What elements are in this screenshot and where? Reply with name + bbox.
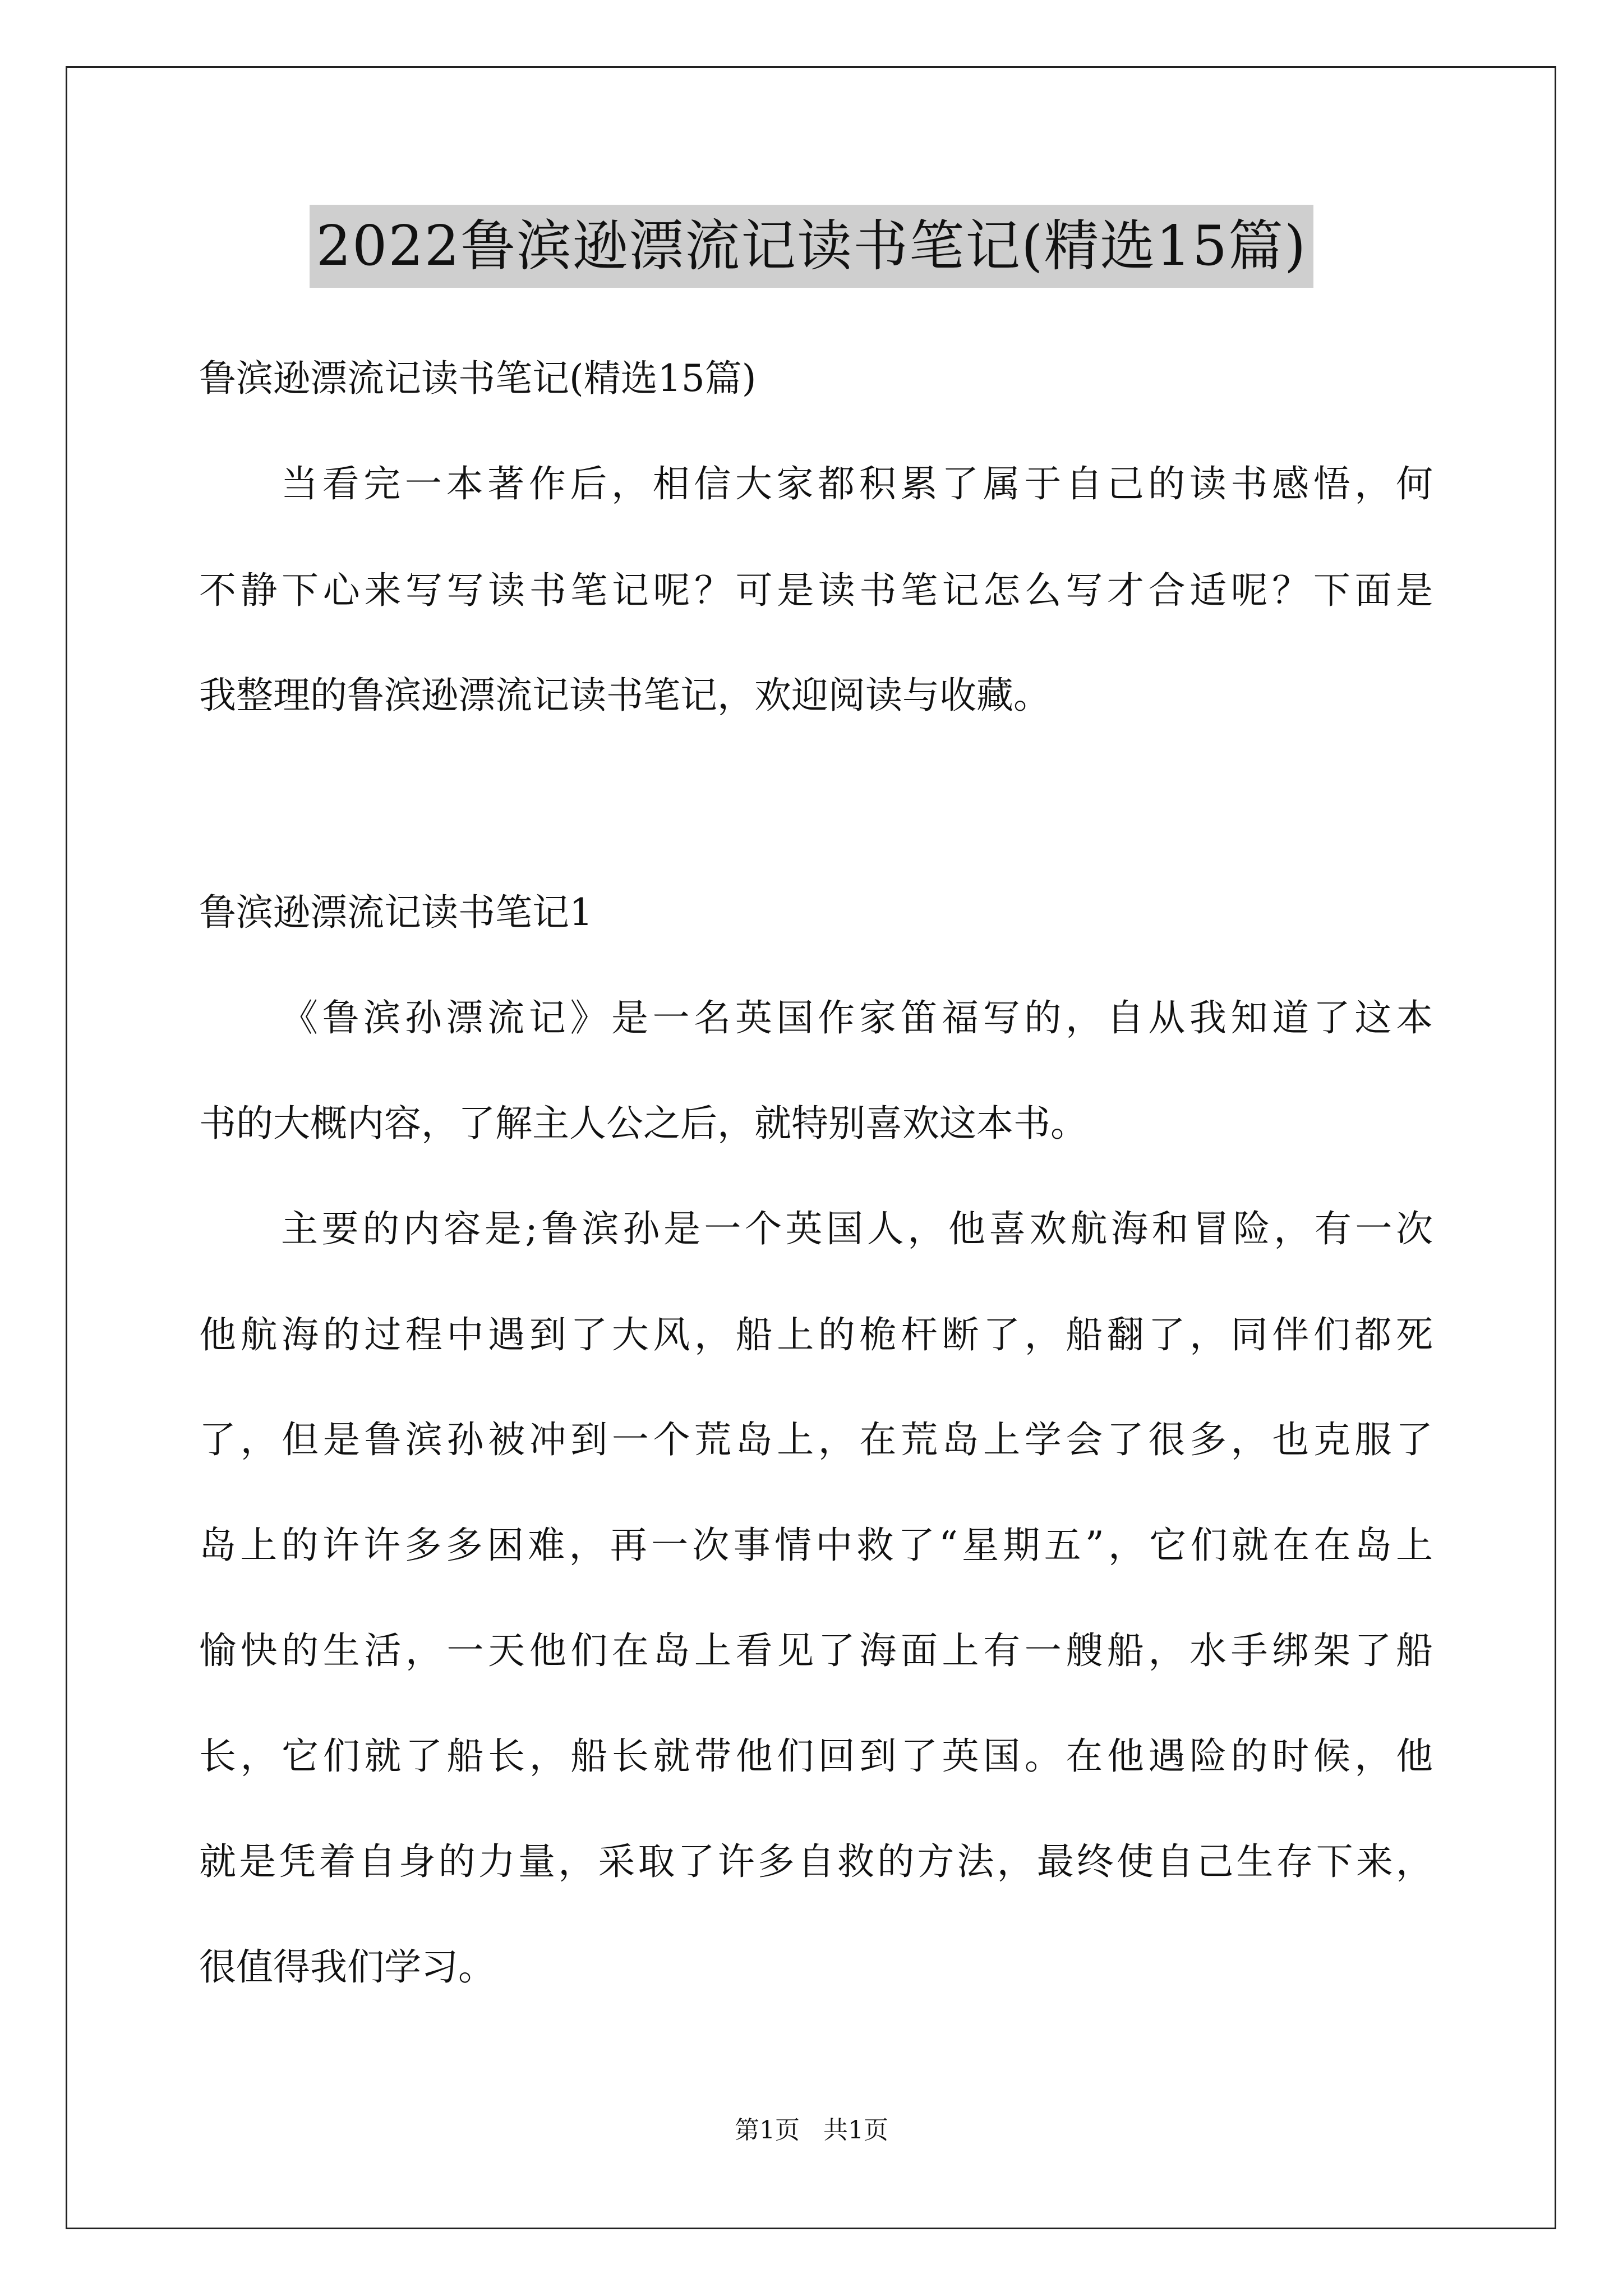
page-footer [0,2114,1623,2147]
paragraph-line: 岛上的许许多多困难，再一次事情中救了“星期五”，它们就在在岛上 [199,1524,1433,1567]
paragraph-line: 就是凭着自身的力量，采取了许多自救的方法，最终使自己生存下来， [199,1840,1433,1883]
paragraph-line: 愉快的生活，一天他们在岛上看见了海面上有一艘船，水手绑架了船 [199,1629,1433,1672]
title-container [0,205,1623,288]
paragraph-line: 《鲁滨孙漂流记》是一名英国作家笛福写的，自从我知道了这本 [281,996,1433,1039]
intro-line: 当看完一本著作后，相信大家都积累了属于自己的读书感悟，何 [281,462,1433,505]
paragraph-line: 了，但是鲁滨孙被冲到一个荒岛上，在荒岛上学会了很多，也克服了 [199,1418,1433,1461]
intro-line: 我整理的鲁滨逊漂流记读书笔记，欢迎阅读与收藏。 [199,674,1050,717]
paragraph-line: 书的大概内容，了解主人公之后，就特别喜欢这本书。 [199,1102,1087,1145]
page-number-current: 第1页 [735,2116,800,2145]
document-title: 2022鲁滨逊漂流记读书笔记(精选15篇) [310,205,1314,288]
paragraph-line: 长，它们就了船长，船长就带他们回到了英国。在他遇险的时候，他 [199,1734,1433,1778]
paragraph-line: 很值得我们学习。 [199,1945,495,1989]
document-subtitle: 鲁滨逊漂流记读书笔记(精选15篇) [199,357,757,400]
paragraph-line: 他航海的过程中遇到了大风，船上的桅杆断了，船翻了，同伴们都死 [199,1313,1433,1356]
section-heading: 鲁滨逊漂流记读书笔记1 [199,891,593,934]
page-number-total: 共1页 [823,2116,888,2145]
paragraph-line: 主要的内容是;鲁滨孙是一个英国人，他喜欢航海和冒险，有一次 [281,1207,1433,1250]
intro-line: 不静下心来写写读书笔记呢？可是读书笔记怎么写才合适呢？下面是 [199,569,1433,612]
